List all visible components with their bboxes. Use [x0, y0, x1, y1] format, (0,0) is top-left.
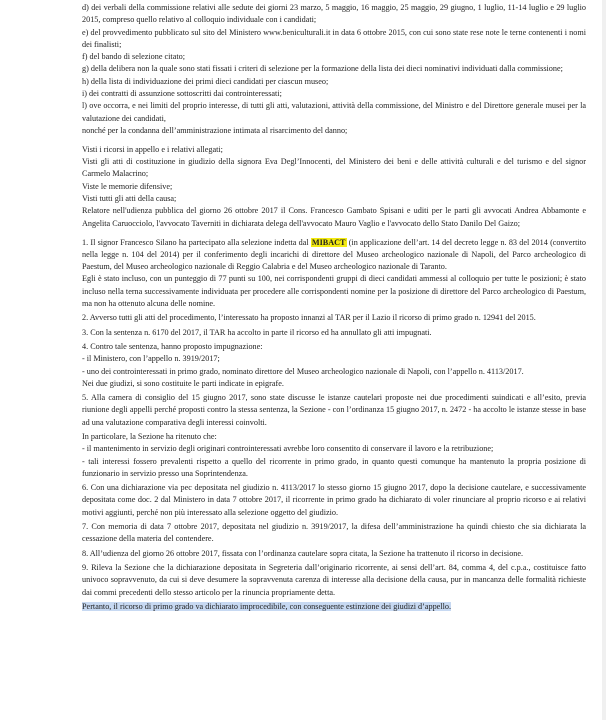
paragraph-5: 5. Alla camera di consiglio del 15 giugno 2017, sono state discusse le istanze cautelari proposte nei due procedimenti suindicati e all’esito, previa riunione degli appelli perché proposti contro la stessa sentenza, la Sezione - con l’ordinanza 15 giugno 2017, n. 2472 - ha accolto le istanze stesse in base ad una valutazione comparativa degli interessi coinvolti. [82, 393, 586, 427]
scrollbar[interactable] [602, 0, 606, 720]
paragraph-final [82, 601, 586, 613]
paragraph-1-start: 1. Il signor Francesco Silano ha partecipato alla selezione indetta dal [82, 237, 311, 247]
paragraph-1b: Egli è stato incluso, con un punteggio di 77 punti su 100, nei corrispondenti gruppi di dieci candidati ammessi al colloquio per tutte le posizioni; è stato incluso nella terna successivamente individuata per procedere alle corrispondenti nomine per la posizione di direttore del Parco archeologico di Paestum, ma non ha ottenuto alcuna delle nomine. [82, 274, 586, 309]
highlighted-term-mibact[interactable]: MIBACT [311, 237, 346, 247]
paragraph-4-note: Nei due giudizi, si sono costituite le parti indicate in epigrafe. [82, 378, 284, 388]
list-item-l: l) ove occorra, e nei limiti del proprio interesse, di tutti gli atti, valutazioni, attività della commissione, del Ministro e del Direttore generale musei per la valutazione dei candidati, [82, 101, 586, 123]
list-closing: nonché per la condanna dell’amministrazione intimata al risarcimento del danno; [82, 125, 348, 135]
list-item-g: g) della delibera non la quale sono stati fissati i criteri di selezione per la formazione della lista dei dieci nominativi individuati dalla commissione; [82, 64, 563, 74]
paragraph-4-item-ministero: - il Ministero, con l’appello n. 3919/2017; [82, 354, 220, 364]
paragraph-4-item-controinteressato: - uno dei controinteressati in primo grado, nominato direttore del Museo archeologico nazionale di Napoli, con l’appello n. 4113/2017. [82, 366, 524, 376]
paragraph-5-intro: In particolare, la Sezione ha ritenuto che: [82, 431, 217, 441]
list-item-h: h) della lista di individuazione dei primi dieci candidati per ciascun museo; [82, 76, 329, 86]
paragraph-7: 7. Con memoria di data 7 ottobre 2017, depositata nel giudizio n. 3919/2017, la difesa dell’amministrazione ha quindi chiesto che sia dichiarata la cessazione della materia del contendere. [82, 522, 586, 544]
visti-ricorsi: Visti i ricorsi in appello e i relativi allegati; [82, 144, 223, 154]
paragraph-5-item-mantenimento: - il mantenimento in servizio degli originari controinteressati avrebbe loro consentito di conservare il lavoro e la retribuzione; [82, 444, 494, 454]
list-item-e: e) del provvedimento pubblicato sul sito del Ministero www.beniculturali.it in data 6 ottobre 2015, con cui sono state rese note le terne contenenti i nomi dei finalisti; [82, 27, 586, 49]
paragraph-2: 2. Avverso tutti gli atti del procedimento, l’interessato ha proposto innanzi al TAR per il Lazio il ricorso di primo grado n. 12941 del 2015. [82, 313, 536, 323]
visti-tutti: Visti tutti gli atti della causa; [82, 194, 177, 204]
paragraph-4: 4. Contro tale sentenza, hanno proposto impugnazione: [82, 341, 263, 351]
paragraph-1 [82, 237, 586, 274]
paragraph-8: 8. All’udienza del giorno 26 ottobre 2017, fissata con l’ordinanza cautelare sopra citata, la Sezione ha trattenuto il ricorso in decisione. [82, 548, 524, 558]
visti-atti: Visti gli atti di costituzione in giudizio della signora Eva Degl’Innocenti, del Ministero dei beni e delle attività culturali e del turismo e del signor Carmelo Malacrino; [82, 157, 586, 179]
paragraph-3: 3. Con la sentenza n. 6170 del 2017, il TAR ha accolto in parte il ricorso ed ha annullato gli atti impugnati. [82, 327, 432, 337]
paragraph-6: 6. Con una dichiarazione via pec depositata nel giudizio n. 4113/2017 lo stesso giorno 15 giugno 2017, dopo la decisione cautelare, e successivamente depositata come doc. 2 dal Ministero in data 7 ottobre 2017, il ricorrente in primo grado ha dichiarato di voler rinunciare al proprio ricorso e ai relativi motivi aggiunti, perché non più interessato alla selezione oggetto del giudizio. [82, 483, 586, 517]
paragraph-1-end: (in applicazione dell’art. 14 del decreto legge n. 83 del 2014 (convertito nella legge n. 104 del 2014) per il conferimento degli incarichi di direttore del Museo archeologico nazionale di Napoli, del Parco archeologico di Paestum, del Museo archeologico nazionale di Reggio Calabria e del Museo archeologico nazionale di Taranto. [82, 237, 586, 272]
paragraph-9: 9. Rileva la Sezione che la dichiarazione depositata in Segreteria dall’originario ricorrente, ai sensi dell’art. 84, comma 4, del c.p.a., costituisce fatto univoco sopravvenuto, da cui si deve desumere la sopravvenuta carenza di interesse alla decisione della causa, pur in mancanza delle formalità richieste dai commi precedenti dello stesso articolo per la rinuncia propriamente detta. [82, 562, 586, 597]
paragraph-5-item-interessi: - tali interessi fossero prevalenti rispetto a quello del ricorrente in primo grado, in quanto questi comunque ha mantenuto la propria posizione di funzionario in servizio presso una Soprintendenza. [82, 456, 586, 478]
list-item-f: f) del bando di selezione citato; [82, 52, 185, 62]
selected-text-final[interactable]: Pertanto, il ricorso di primo grado va dichiarato improcedibile, con conseguente estinzione dei giudizi d’appello. [82, 601, 452, 611]
list-item-i: i) dei contratti di assunzione sottoscritti dai controinteressati; [82, 89, 282, 99]
list-item-d: d) dei verbali della commissione relativi alle sedute dei giorni 23 marzo, 5 maggio, 16 maggio, 25 maggio, 29 giugno, 1 luglio, 11-14 luglio e 29 luglio 2015, compreso quello relativo al colloquio individuale con i candidati; [82, 3, 586, 25]
relatore-paragraph: Relatore nell'udienza pubblica del giorno 26 ottobre 2017 il Cons. Francesco Gambato Spisani e uditi per le parti gli avvocati Andrea Abbamonte e Angelita Caruocciolo, l'avvocato Taverniti in dichiarata delega dell'avvocato Mauro Vaglio e l'avvocato dello Stato Danilo Del Gaizo; [82, 206, 586, 228]
viste-memorie: Viste le memorie difensive; [82, 181, 173, 191]
